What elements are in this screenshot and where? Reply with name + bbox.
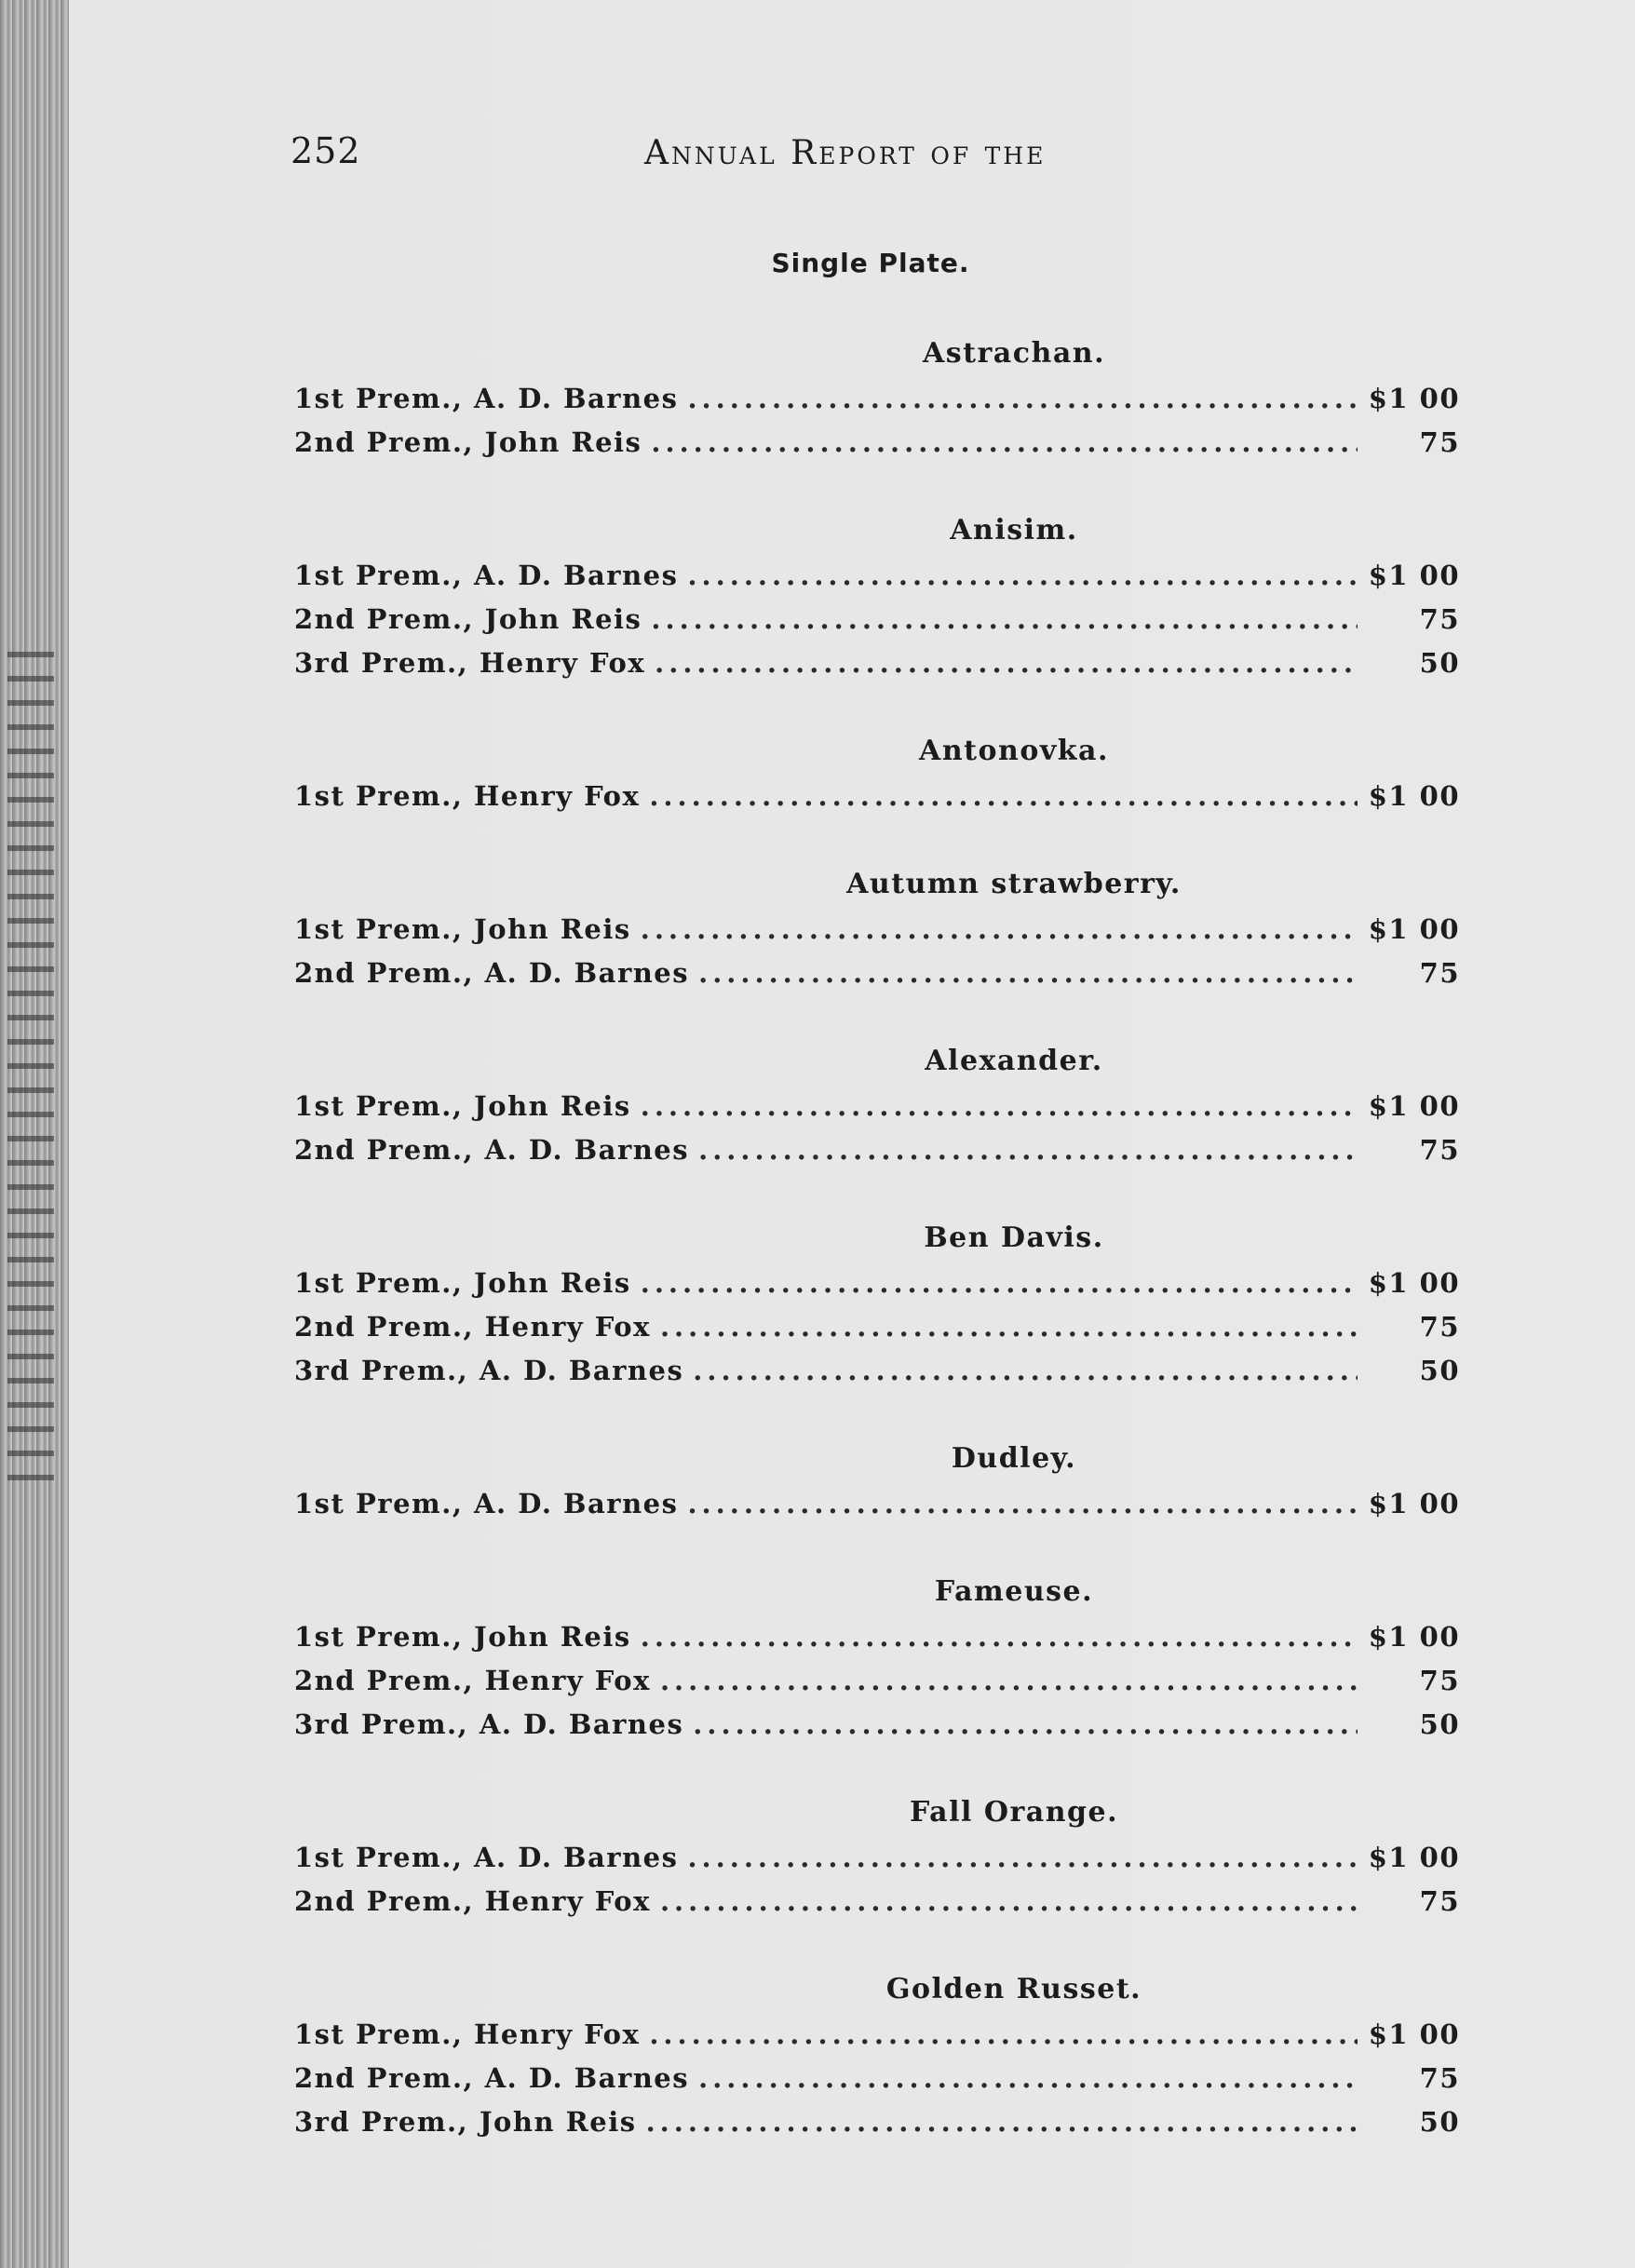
- premium-row: [294, 377, 1460, 421]
- premium-amount: 75: [1419, 426, 1460, 458]
- premium-row: [294, 1085, 1460, 1128]
- dot-leader: [687, 377, 1358, 421]
- premium-row: [294, 1262, 1460, 1305]
- premium-winner: 2nd Prem., Henry Fox: [294, 1665, 651, 1696]
- dot-leader: [641, 1085, 1358, 1128]
- premium-winner: 2nd Prem., John Reis: [294, 426, 642, 458]
- dot-leader: [693, 1349, 1358, 1393]
- variety-block: [294, 728, 1460, 818]
- premium-amount: $1 00: [1368, 560, 1460, 591]
- premium-amount: 75: [1419, 2062, 1460, 2094]
- variety-block: [294, 1215, 1460, 1393]
- premium-row: [294, 641, 1460, 685]
- premium-row: [294, 1659, 1460, 1703]
- premium-winner: 2nd Prem., A. D. Barnes: [294, 957, 690, 989]
- binding-shadow-marks: [7, 652, 54, 1490]
- variety-block: [294, 331, 1460, 465]
- premium-winner: 1st Prem., A. D. Barnes: [294, 1488, 679, 1519]
- variety-block: [294, 1569, 1460, 1747]
- premium-winner: 3rd Prem., A. D. Barnes: [294, 1708, 684, 1740]
- variety-name: Fameuse.: [934, 1575, 1094, 1608]
- premium-row: [294, 1128, 1460, 1172]
- premium-amount: 75: [1419, 1134, 1460, 1166]
- premium-row: [294, 1305, 1460, 1349]
- premium-winner: 1st Prem., A. D. Barnes: [294, 383, 679, 414]
- premium-amount: 50: [1419, 1355, 1460, 1386]
- dot-leader: [651, 598, 1358, 641]
- premium-winner: 3rd Prem., Henry Fox: [294, 647, 646, 679]
- variety-block: [294, 1436, 1460, 1526]
- variety-name: Dudley.: [951, 1442, 1077, 1475]
- premium-winner: 2nd Prem., John Reis: [294, 603, 642, 635]
- premium-winner: 3rd Prem., A. D. Barnes: [294, 1355, 684, 1386]
- premium-amount: $1 00: [1368, 1090, 1460, 1122]
- premium-row: [294, 2013, 1460, 2057]
- variety-name: Anisim.: [950, 514, 1078, 547]
- premium-winner: 1st Prem., Henry Fox: [294, 2018, 641, 2050]
- premium-amount: $1 00: [1368, 1621, 1460, 1653]
- premium-amount: 75: [1419, 603, 1460, 635]
- premium-amount: $1 00: [1368, 2018, 1460, 2050]
- premium-row: [294, 775, 1460, 818]
- premium-winner: 1st Prem., John Reis: [294, 913, 631, 945]
- premium-row: [294, 554, 1460, 598]
- dot-leader: [660, 1880, 1358, 1924]
- premium-winner: 2nd Prem., Henry Fox: [294, 1885, 651, 1917]
- premium-amount: 50: [1419, 647, 1460, 679]
- premium-amount: 50: [1419, 1708, 1460, 1740]
- dot-leader: [687, 1836, 1358, 1880]
- premium-amount: $1 00: [1368, 913, 1460, 945]
- dot-leader: [646, 2100, 1358, 2144]
- variety-name: Astrachan.: [922, 337, 1106, 370]
- premium-winner: 1st Prem., John Reis: [294, 1267, 631, 1299]
- variety-block: [294, 1038, 1460, 1172]
- dot-leader: [641, 1615, 1358, 1659]
- premium-row: [294, 421, 1460, 465]
- premium-amount: $1 00: [1368, 1267, 1460, 1299]
- dot-leader: [649, 775, 1358, 818]
- variety-name: Fall Orange.: [909, 1796, 1119, 1829]
- dot-leader: [687, 1482, 1358, 1526]
- variety-block: [294, 507, 1460, 685]
- premium-amount: 50: [1419, 2106, 1460, 2138]
- premium-amount: $1 00: [1368, 383, 1460, 414]
- dot-leader: [655, 641, 1358, 685]
- premium-row: [294, 1703, 1460, 1747]
- premium-amount: 75: [1419, 1885, 1460, 1917]
- dot-leader: [660, 1659, 1358, 1703]
- page-number: 252: [291, 130, 361, 171]
- premium-row: [294, 598, 1460, 641]
- report-title: Annual Report of the: [644, 134, 1047, 172]
- dot-leader: [698, 952, 1358, 995]
- premium-winner: 2nd Prem., Henry Fox: [294, 1311, 651, 1343]
- premium-winner: 1st Prem., John Reis: [294, 1090, 631, 1122]
- premium-row: [294, 2057, 1460, 2100]
- dot-leader: [651, 421, 1358, 465]
- premium-amount: 75: [1419, 1311, 1460, 1343]
- dot-leader: [641, 1262, 1358, 1305]
- premium-row: [294, 1482, 1460, 1526]
- premium-winner: 2nd Prem., A. D. Barnes: [294, 1134, 690, 1166]
- premium-winner: 3rd Prem., John Reis: [294, 2106, 637, 2138]
- premium-winner: 1st Prem., A. D. Barnes: [294, 560, 679, 591]
- variety-name: Golden Russet.: [885, 1973, 1142, 2005]
- premium-winner: 1st Prem., John Reis: [294, 1621, 631, 1653]
- premium-row: [294, 1836, 1460, 1880]
- dot-leader: [687, 554, 1358, 598]
- section-heading: Single Plate.: [771, 248, 970, 278]
- premium-list: [294, 331, 1460, 2187]
- variety-block: [294, 861, 1460, 995]
- dot-leader: [698, 2057, 1358, 2100]
- variety-name: Antonovka.: [919, 735, 1109, 767]
- premium-row: [294, 1615, 1460, 1659]
- premium-row: [294, 1880, 1460, 1924]
- variety-name: Autumn strawberry.: [846, 868, 1182, 900]
- dot-leader: [660, 1305, 1358, 1349]
- dot-leader: [649, 2013, 1358, 2057]
- variety-name: Alexander.: [925, 1045, 1103, 1077]
- premium-row: [294, 2100, 1460, 2144]
- running-head: [291, 130, 1473, 186]
- premium-winner: 1st Prem., Henry Fox: [294, 780, 641, 812]
- premium-winner: 2nd Prem., A. D. Barnes: [294, 2062, 690, 2094]
- premium-row: [294, 1349, 1460, 1393]
- dot-leader: [641, 908, 1358, 952]
- variety-name: Ben Davis.: [924, 1222, 1104, 1254]
- dot-leader: [693, 1703, 1358, 1747]
- dot-leader: [698, 1128, 1358, 1172]
- premium-amount: $1 00: [1368, 1842, 1460, 1873]
- premium-amount: $1 00: [1368, 1488, 1460, 1519]
- premium-amount: 75: [1419, 1665, 1460, 1696]
- premium-amount: $1 00: [1368, 780, 1460, 812]
- premium-row: [294, 908, 1460, 952]
- premium-amount: 75: [1419, 957, 1460, 989]
- premium-winner: 1st Prem., A. D. Barnes: [294, 1842, 679, 1873]
- variety-block: [294, 1966, 1460, 2144]
- premium-row: [294, 952, 1460, 995]
- variety-block: [294, 1789, 1460, 1924]
